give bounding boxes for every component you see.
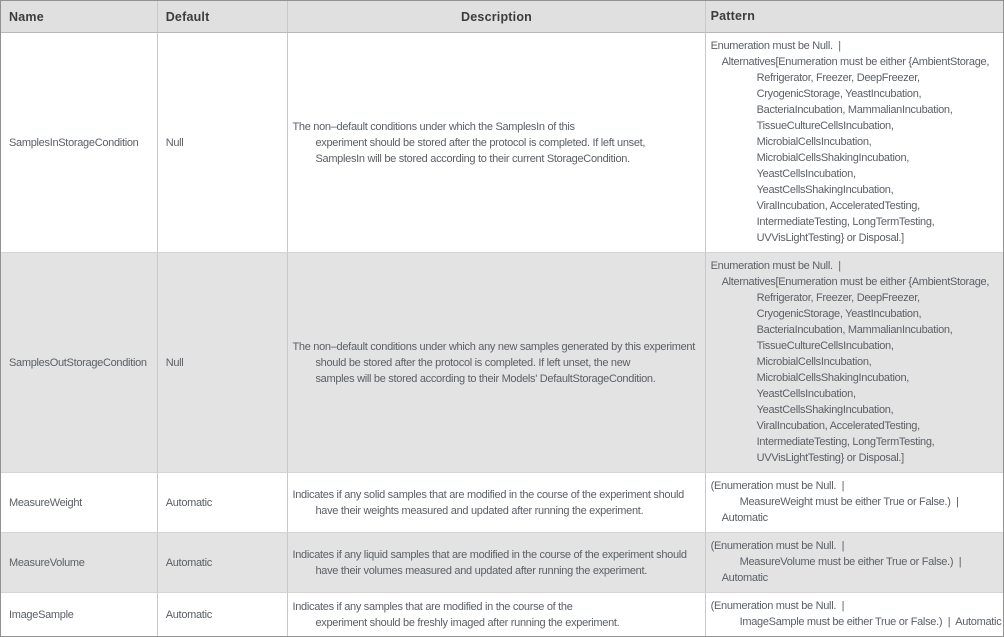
pattern-line: Refrigerator, Freezer, DeepFreezer,	[756, 72, 920, 84]
pattern-line: CryogenicStorage, YeastIncubation,	[756, 88, 922, 100]
table-row	[1, 473, 1003, 533]
pattern-cell	[706, 593, 1003, 636]
default-value-cell: Automatic	[158, 593, 289, 636]
pattern-line: MicrobialCellsShakingIncubation,	[756, 152, 910, 164]
pattern-line: YeastCellsShakingIncubation,	[756, 184, 894, 196]
pattern-line: ViralIncubation, AcceleratedTesting,	[756, 200, 920, 212]
description-cell	[288, 473, 705, 532]
option-name-cell: SamplesInStorageCondition	[1, 33, 158, 252]
pattern-line: BacteriaIncubation, MammalianIncubation,	[756, 324, 953, 336]
pattern-line: IntermediateTesting, LongTermTesting,	[756, 216, 935, 228]
description-line: The non–default conditions under which any new samples generated by this experiment	[292, 340, 695, 353]
table-row	[1, 533, 1003, 593]
header-cell-default: Default	[158, 1, 289, 32]
header-cell-pattern: Pattern	[710, 9, 756, 23]
pattern-line: CryogenicStorage, YeastIncubation,	[756, 308, 922, 320]
pattern-cell	[706, 33, 1003, 252]
description-line: have their weights measured and updated after running the experiment.	[315, 504, 644, 517]
description-cell	[288, 33, 705, 252]
pattern-cell	[706, 473, 1003, 532]
pattern-line: MicrobialCellsShakingIncubation,	[756, 372, 910, 384]
description-line: Indicates if any liquid samples that are modified in the course of the experiment should	[292, 548, 687, 561]
description-line: The non–default conditions under which the SamplesIn of this	[292, 120, 575, 133]
pattern-line: TissueCultureCellsIncubation,	[756, 120, 894, 132]
description-line: have their volumes measured and updated after running the experiment.	[315, 564, 647, 577]
pattern-line: ImageSample must be either True or False.) | Automatic	[739, 616, 1002, 628]
description-line: should be stored after the protocol is completed. If left unset, the new	[315, 356, 631, 369]
pattern-line: TissueCultureCellsIncubation,	[756, 340, 894, 352]
pattern-line: Enumeration must be Null. |	[710, 260, 841, 272]
pattern-line: UVVisLightTesting} or Disposal.]	[756, 452, 904, 464]
pattern-line: Enumeration must be Null. |	[710, 40, 841, 52]
description-line: samples will be stored according to their Models' DefaultStorageCondition.	[315, 372, 656, 385]
header-cell-description: Description	[288, 1, 705, 32]
table-body	[1, 33, 1003, 636]
pattern-cell	[706, 253, 1003, 472]
pattern-line: BacteriaIncubation, MammalianIncubation,	[756, 104, 953, 116]
option-name-cell: ImageSample	[1, 593, 158, 636]
option-name-cell: SamplesOutStorageCondition	[1, 253, 158, 472]
pattern-line: (Enumeration must be Null. |	[710, 540, 845, 552]
pattern-line: Refrigerator, Freezer, DeepFreezer,	[756, 292, 920, 304]
pattern-line: MeasureVolume must be either True or False.) |	[739, 556, 962, 568]
table-row	[1, 33, 1003, 253]
default-value-cell: Null	[158, 253, 289, 472]
pattern-line: YeastCellsIncubation,	[756, 388, 856, 400]
header-cell-name: Name	[1, 1, 158, 32]
description-line: SamplesIn will be stored according to their current StorageCondition.	[315, 152, 630, 165]
pattern-line: UVVisLightTesting} or Disposal.]	[756, 232, 904, 244]
pattern-line: YeastCellsShakingIncubation,	[756, 404, 894, 416]
description-line: Indicates if any solid samples that are modified in the course of the experiment should	[292, 488, 684, 501]
pattern-line: ViralIncubation, AcceleratedTesting,	[756, 420, 920, 432]
description-cell	[288, 533, 705, 592]
description-cell	[288, 593, 705, 636]
default-value-cell: Null	[158, 33, 289, 252]
pattern-line: Alternatives[Enumeration must be either {AmbientStorage,	[721, 276, 990, 288]
description-cell	[288, 253, 705, 472]
default-value-cell: Automatic	[158, 473, 289, 532]
option-name-cell: MeasureWeight	[1, 473, 158, 532]
description-line: experiment should be freshly imaged after running the experiment.	[315, 616, 620, 629]
pattern-line: MicrobialCellsIncubation,	[756, 136, 872, 148]
pattern-line: MeasureWeight must be either True or False.) |	[739, 496, 959, 508]
pattern-cell	[706, 533, 1003, 592]
description-line: Indicates if any samples that are modified in the course of the	[292, 600, 573, 613]
default-value-cell: Automatic	[158, 533, 289, 592]
pattern-line: YeastCellsIncubation,	[756, 168, 856, 180]
option-name-cell: MeasureVolume	[1, 533, 158, 592]
table-row	[1, 253, 1003, 473]
pattern-line: MicrobialCellsIncubation,	[756, 356, 872, 368]
pattern-line: (Enumeration must be Null. |	[710, 600, 845, 612]
pattern-line: Automatic	[721, 572, 768, 584]
pattern-line: Automatic	[721, 512, 768, 524]
table-row	[1, 593, 1003, 636]
table-header-row	[1, 1, 1003, 33]
pattern-line: IntermediateTesting, LongTermTesting,	[756, 436, 935, 448]
pattern-line: (Enumeration must be Null. |	[710, 480, 845, 492]
description-line: experiment should be stored after the protocol is completed. If left unset,	[315, 136, 646, 149]
pattern-line: Alternatives[Enumeration must be either {AmbientStorage,	[721, 56, 990, 68]
